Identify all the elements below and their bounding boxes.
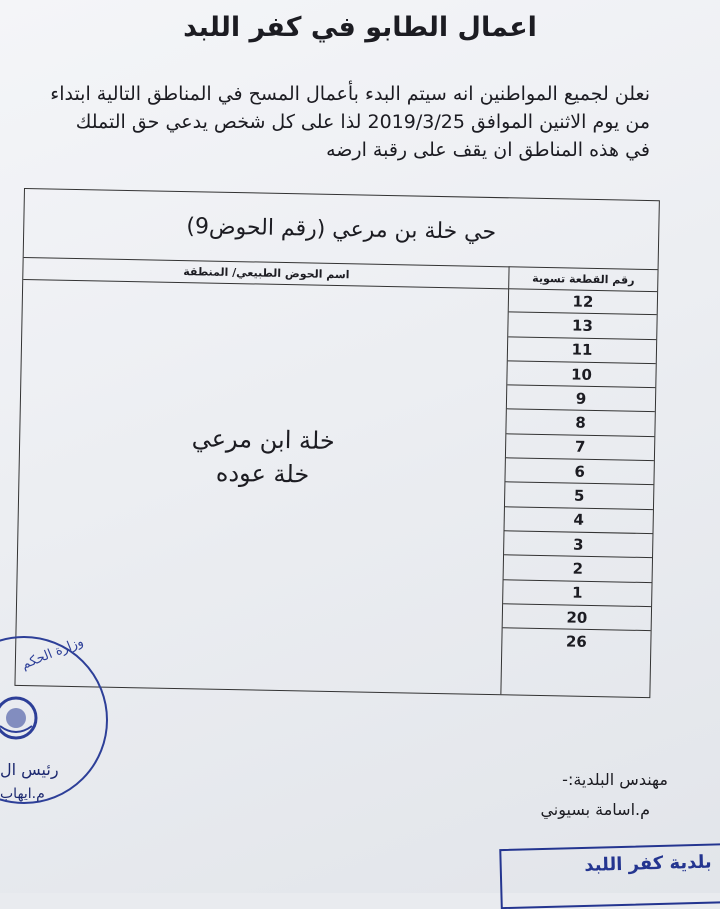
area-names-cell bbox=[15, 279, 509, 694]
parcel-number-column bbox=[500, 288, 657, 697]
table-row: 5 bbox=[505, 483, 653, 510]
table-row: 4 bbox=[504, 507, 652, 534]
table-row: 7 bbox=[506, 434, 654, 461]
table-row: 11 bbox=[508, 337, 656, 364]
table-row: 10 bbox=[507, 361, 655, 388]
municipality-stamp bbox=[499, 843, 720, 909]
table-row: 6 bbox=[505, 458, 653, 485]
notice-line: في هذه المناطق ان يقف على رقبة ارضه bbox=[326, 139, 650, 161]
seal-signatory-name: م.ايهاب bbox=[0, 786, 45, 802]
notice-line: نعلن لجميع المواطنين انه سيتم البدء بأعمال المسح في المناطق التالية ابتداء bbox=[50, 83, 650, 105]
announcement-text bbox=[50, 80, 650, 164]
table-row: 3 bbox=[504, 531, 652, 558]
seal-signatory-title: رئيس ال bbox=[0, 760, 59, 779]
table-row: 2 bbox=[504, 556, 652, 583]
table-row: 8 bbox=[506, 410, 654, 437]
seal-text: وزارة الحكم bbox=[19, 634, 86, 673]
table-row: 26 bbox=[565, 632, 587, 652]
table-row: 1 bbox=[503, 580, 651, 607]
area-column-header: اسم الحوض الطبيعي/ المنطقة bbox=[183, 264, 350, 281]
district-heading: حي خلة بن مرعي (رقم الحوض9) bbox=[24, 189, 659, 270]
document-title: اعمال الطابو في كفر اللبد bbox=[183, 12, 537, 43]
parcels-table bbox=[14, 188, 659, 698]
engineer-name: م.اسامة بسيوني bbox=[540, 800, 650, 819]
area-name: خلة عوده bbox=[215, 458, 310, 489]
notice-line: من يوم الاثنين الموافق 2019/3/25 لذا على كل شخص يدعي حق التملك bbox=[75, 111, 650, 133]
table-row: 12 bbox=[509, 288, 657, 315]
engineer-title: مهندس البلدية:- bbox=[562, 770, 668, 789]
table-row: 13 bbox=[508, 313, 656, 340]
table-row: 20 bbox=[503, 604, 651, 631]
table-row: 9 bbox=[507, 386, 655, 413]
area-name: خلة ابن مرعي bbox=[191, 424, 335, 456]
municipality-stamp-text: بلدية كفر اللبد bbox=[584, 851, 712, 876]
parcel-column-header: رقم القطعة تسوية bbox=[508, 266, 657, 291]
seal-emblem-icon bbox=[0, 692, 42, 744]
